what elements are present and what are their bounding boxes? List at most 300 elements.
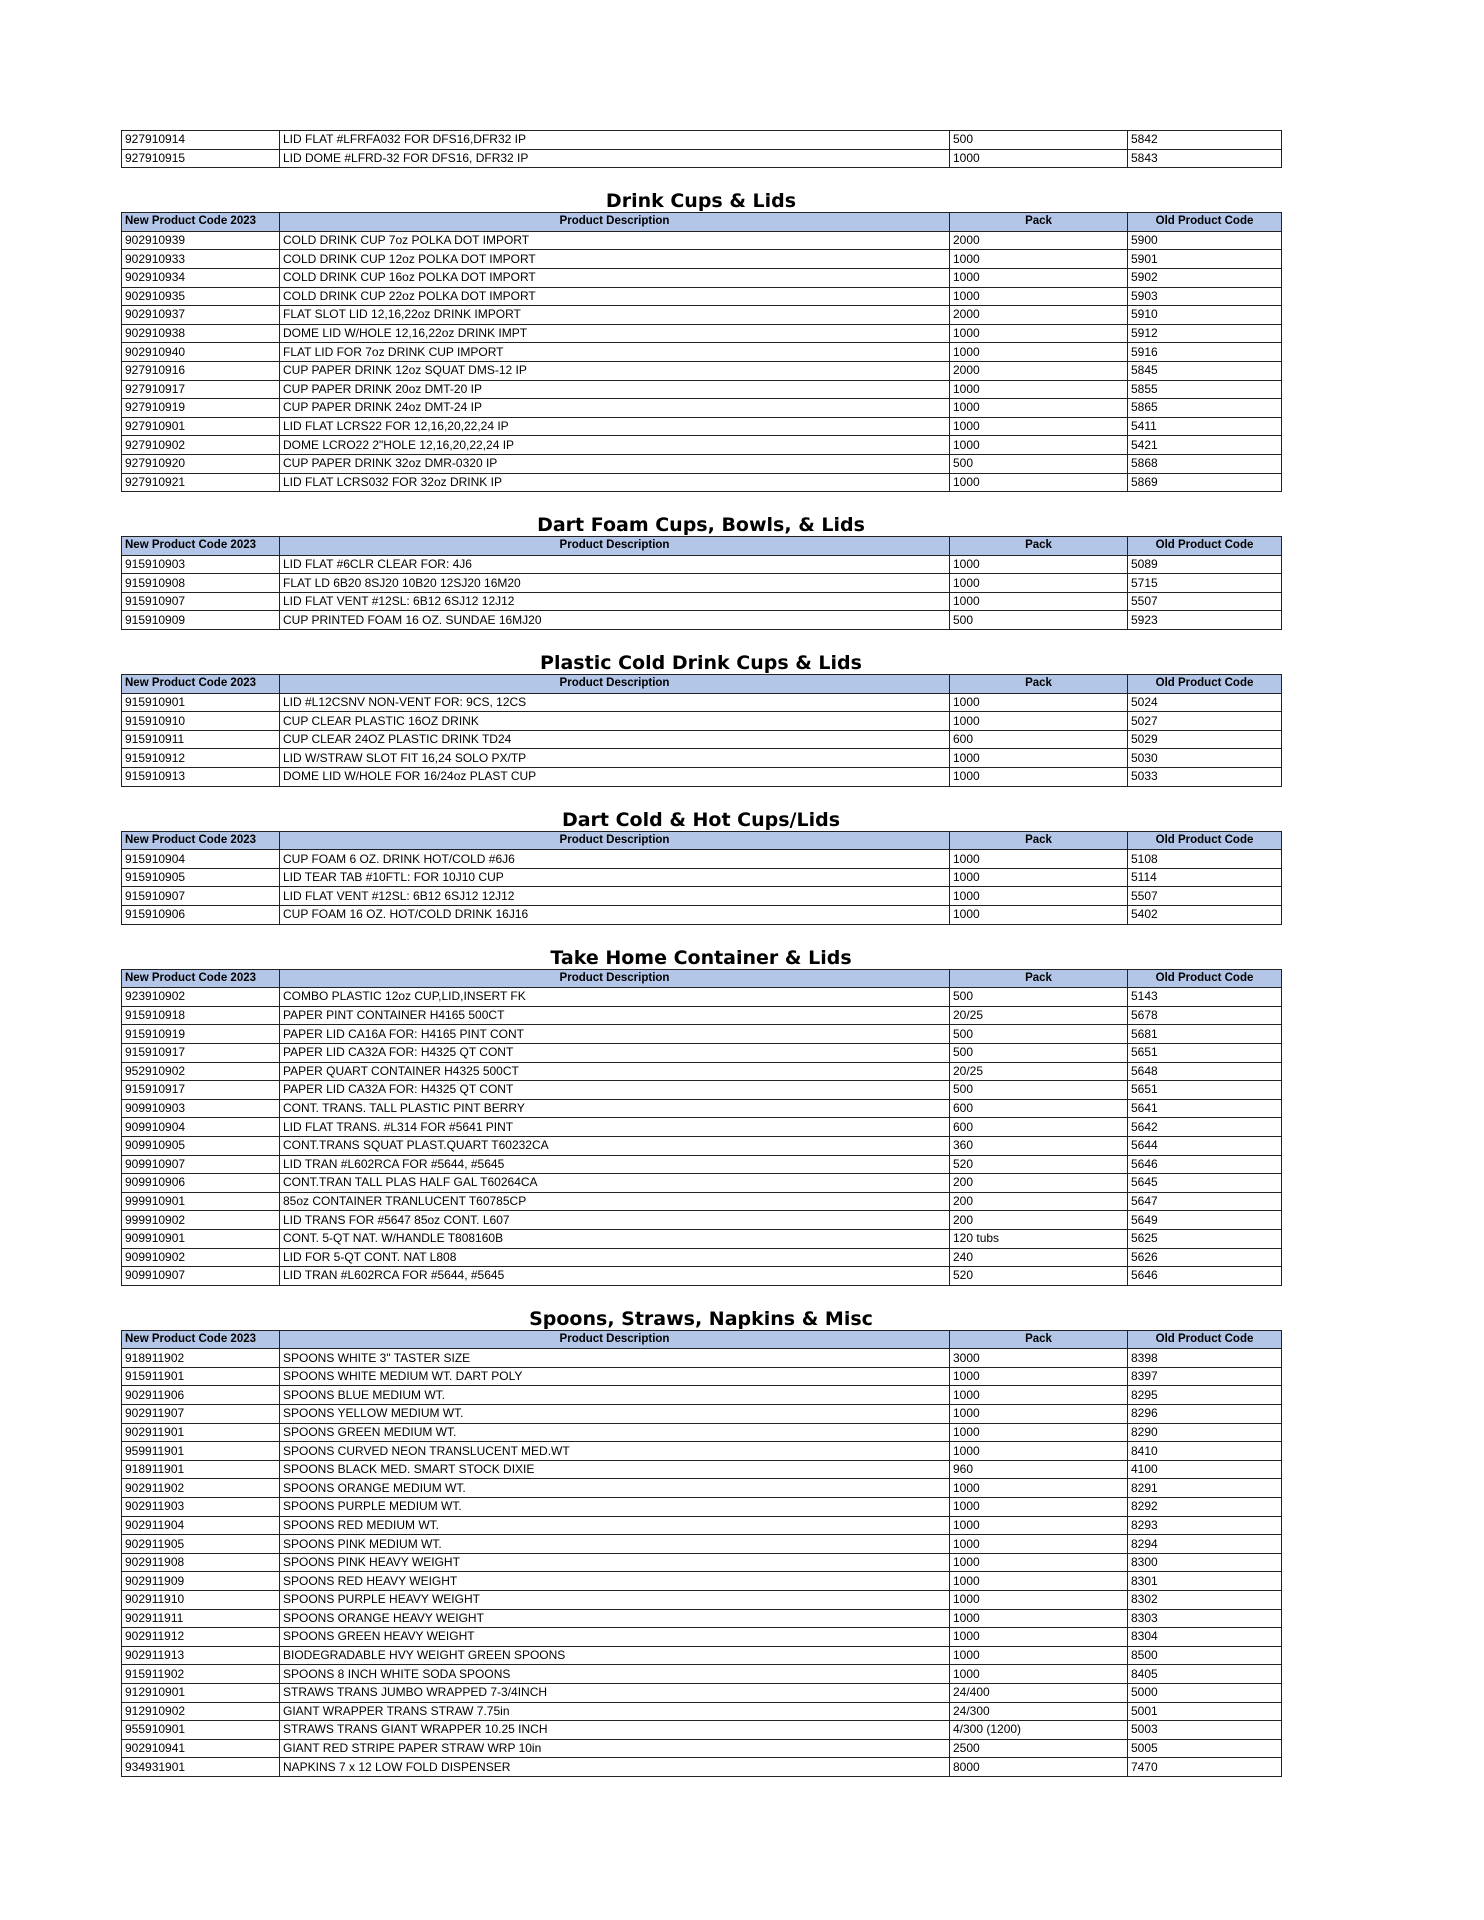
pack-cell: 8000	[950, 1758, 1128, 1777]
new-product-code-cell: 902911904	[122, 1516, 280, 1535]
product-description-cell: CUP PAPER DRINK 12oz SQUAT DMS-12 IP	[280, 361, 950, 380]
product-description-cell: STRAWS TRANS GIANT WRAPPER 10.25 INCH	[280, 1721, 950, 1740]
old-product-code-cell: 8405	[1128, 1665, 1282, 1684]
old-product-code-cell: 8292	[1128, 1498, 1282, 1517]
old-product-code-cell: 5625	[1128, 1229, 1282, 1248]
new-product-code-cell: 915910901	[122, 693, 280, 712]
product-description-cell: LID DOME #LFRD-32 FOR DFS16, DFR32 IP	[280, 149, 950, 168]
product-description-cell: CONT.TRAN TALL PLAS HALF GAL T60264CA	[280, 1174, 950, 1193]
table-row	[122, 730, 1282, 749]
new-product-code-cell: 902910938	[122, 324, 280, 343]
table-row	[122, 1683, 1282, 1702]
table-row	[122, 1516, 1282, 1535]
new-product-code-cell: 952910902	[122, 1062, 280, 1081]
table-row	[122, 988, 1282, 1007]
table-row	[122, 1081, 1282, 1100]
old-product-code-cell: 5902	[1128, 268, 1282, 287]
pack-cell: 600	[950, 1118, 1128, 1137]
pack-cell: 360	[950, 1136, 1128, 1155]
new-product-code-cell: 902911903	[122, 1498, 280, 1517]
product-description-cell: DOME LCRO22 2"HOLE 12,16,20,22,24 IP	[280, 436, 950, 455]
pack-cell: 1000	[950, 1367, 1128, 1386]
old-product-code-cell: 8295	[1128, 1386, 1282, 1405]
new-product-code-cell: 915910903	[122, 555, 280, 574]
header-old-product-code: Old Product Code	[1128, 1330, 1282, 1349]
product-description-cell: CUP PRINTED FOAM 16 OZ. SUNDAE 16MJ20	[280, 611, 950, 630]
product-description-cell: LID FLAT LCRS22 FOR 12,16,20,22,24 IP	[280, 417, 950, 436]
pack-cell: 20/25	[950, 1062, 1128, 1081]
old-product-code-cell: 5644	[1128, 1136, 1282, 1155]
new-product-code-cell: 927910916	[122, 361, 280, 380]
new-product-code-cell: 902911907	[122, 1405, 280, 1424]
section-title: Plastic Cold Drink Cups & Lids	[540, 652, 862, 675]
product-description-cell: COLD DRINK CUP 22oz POLKA DOT IMPORT	[280, 287, 950, 306]
pack-cell: 520	[950, 1267, 1128, 1286]
new-product-code-cell: 902911912	[122, 1628, 280, 1647]
table-row	[122, 306, 1282, 325]
pack-cell: 240	[950, 1248, 1128, 1267]
pack-cell: 120 tubs	[950, 1229, 1128, 1248]
pack-cell: 500	[950, 131, 1128, 150]
new-product-code-cell: 902911901	[122, 1423, 280, 1442]
table-row	[122, 287, 1282, 306]
new-product-code-cell: 915911902	[122, 1665, 280, 1684]
new-product-code-cell: 915910913	[122, 768, 280, 787]
product-description-cell: CUP PAPER DRINK 20oz DMT-20 IP	[280, 380, 950, 399]
new-product-code-cell: 927910914	[122, 131, 280, 150]
pack-cell: 2500	[950, 1739, 1128, 1758]
old-product-code-cell: 8398	[1128, 1349, 1282, 1368]
table-row	[122, 1702, 1282, 1721]
table-row	[122, 906, 1282, 925]
pack-cell: 1000	[950, 906, 1128, 925]
new-product-code-cell: 902911902	[122, 1479, 280, 1498]
new-product-code-cell: 915910917	[122, 1081, 280, 1100]
pack-cell: 600	[950, 730, 1128, 749]
product-description-cell: CUP FOAM 16 OZ. HOT/COLD DRINK 16J16	[280, 906, 950, 925]
product-description-cell: SPOONS PURPLE MEDIUM WT.	[280, 1498, 950, 1517]
header-new-product-code: New Product Code 2023	[122, 831, 280, 850]
product-section	[121, 801, 1281, 925]
table-row	[122, 1367, 1282, 1386]
pack-cell: 1000	[950, 555, 1128, 574]
table-row	[122, 1591, 1282, 1610]
pack-cell: 1000	[950, 1516, 1128, 1535]
table-row	[122, 1479, 1282, 1498]
product-table	[121, 831, 1282, 925]
new-product-code-cell: 927910901	[122, 417, 280, 436]
section-title: Drink Cups & Lids	[605, 190, 797, 213]
old-product-code-cell: 5033	[1128, 768, 1282, 787]
new-product-code-cell: 915910911	[122, 730, 280, 749]
old-product-code-cell: 5651	[1128, 1043, 1282, 1062]
old-product-code-cell: 5507	[1128, 887, 1282, 906]
new-product-code-cell: 918911901	[122, 1460, 280, 1479]
product-description-cell: LID TRAN #L602RCA FOR #5644, #5645	[280, 1267, 950, 1286]
product-table	[121, 130, 1282, 168]
header-product-description: Product Description	[280, 537, 950, 556]
table-row	[122, 850, 1282, 869]
pack-cell: 1000	[950, 1609, 1128, 1628]
old-product-code-cell: 5646	[1128, 1267, 1282, 1286]
product-section	[121, 1300, 1281, 1777]
old-product-code-cell: 5901	[1128, 250, 1282, 269]
product-table	[121, 969, 1282, 1286]
table-row	[122, 454, 1282, 473]
old-product-code-cell: 5843	[1128, 149, 1282, 168]
table-row	[122, 1118, 1282, 1137]
old-product-code-cell: 5651	[1128, 1081, 1282, 1100]
table-row	[122, 399, 1282, 418]
old-product-code-cell: 8302	[1128, 1591, 1282, 1610]
old-product-code-cell: 5027	[1128, 712, 1282, 731]
product-description-cell: LID FLAT VENT #12SL: 6B12 6SJ12 12J12	[280, 887, 950, 906]
pack-cell: 200	[950, 1192, 1128, 1211]
pack-cell: 500	[950, 454, 1128, 473]
table-header-row	[122, 1330, 1282, 1349]
table-row	[122, 1758, 1282, 1777]
pack-cell: 500	[950, 988, 1128, 1007]
table-row	[122, 1609, 1282, 1628]
header-product-description: Product Description	[280, 831, 950, 850]
product-section	[121, 939, 1281, 1286]
table-row	[122, 1099, 1282, 1118]
product-description-cell: DOME LID W/HOLE 12,16,22oz DRINK IMPT	[280, 324, 950, 343]
product-description-cell: SPOONS WHITE 3" TASTER SIZE	[280, 1349, 950, 1368]
pack-cell: 500	[950, 611, 1128, 630]
table-row	[122, 1553, 1282, 1572]
new-product-code-cell: 902910940	[122, 343, 280, 362]
new-product-code-cell: 915910912	[122, 749, 280, 768]
old-product-code-cell: 5647	[1128, 1192, 1282, 1211]
pack-cell: 2000	[950, 306, 1128, 325]
table-row	[122, 1498, 1282, 1517]
old-product-code-cell: 8397	[1128, 1367, 1282, 1386]
header-pack: Pack	[950, 831, 1128, 850]
new-product-code-cell: 902911910	[122, 1591, 280, 1610]
table-row	[122, 574, 1282, 593]
new-product-code-cell: 909910906	[122, 1174, 280, 1193]
new-product-code-cell: 934931901	[122, 1758, 280, 1777]
new-product-code-cell: 912910902	[122, 1702, 280, 1721]
new-product-code-cell: 915910907	[122, 887, 280, 906]
table-row	[122, 1229, 1282, 1248]
product-description-cell: PAPER LID CA32A FOR: H4325 QT CONT	[280, 1043, 950, 1062]
product-description-cell: LID #L12CSNV NON-VENT FOR: 9CS, 12CS	[280, 693, 950, 712]
product-description-cell: LID TRAN #L602RCA FOR #5644, #5645	[280, 1155, 950, 1174]
product-description-cell: SPOONS BLACK MED. SMART STOCK DIXIE	[280, 1460, 950, 1479]
product-description-cell: COLD DRINK CUP 7oz POLKA DOT IMPORT	[280, 231, 950, 250]
product-description-cell: CONT. 5-QT NAT. W/HANDLE T808160B	[280, 1229, 950, 1248]
old-product-code-cell: 5089	[1128, 555, 1282, 574]
table-row	[122, 1386, 1282, 1405]
new-product-code-cell: 999910902	[122, 1211, 280, 1230]
pack-cell: 1000	[950, 693, 1128, 712]
pack-cell: 1000	[950, 1423, 1128, 1442]
header-old-product-code: Old Product Code	[1128, 675, 1282, 694]
header-old-product-code: Old Product Code	[1128, 213, 1282, 232]
old-product-code-cell: 5646	[1128, 1155, 1282, 1174]
pack-cell: 200	[950, 1174, 1128, 1193]
table-row	[122, 131, 1282, 150]
product-section	[121, 644, 1281, 787]
old-product-code-cell: 5865	[1128, 399, 1282, 418]
new-product-code-cell: 915910906	[122, 906, 280, 925]
product-description-cell: SPOONS ORANGE MEDIUM WT.	[280, 1479, 950, 1498]
pack-cell: 1000	[950, 1479, 1128, 1498]
pack-cell: 500	[950, 1081, 1128, 1100]
product-description-cell: PAPER LID CA32A FOR: H4325 QT CONT	[280, 1081, 950, 1100]
new-product-code-cell: 902910934	[122, 268, 280, 287]
product-description-cell: PAPER PINT CONTAINER H4165 500CT	[280, 1006, 950, 1025]
table-header-row	[122, 213, 1282, 232]
new-product-code-cell: 915910918	[122, 1006, 280, 1025]
old-product-code-cell: 8296	[1128, 1405, 1282, 1424]
table-row	[122, 231, 1282, 250]
new-product-code-cell: 927910920	[122, 454, 280, 473]
product-description-cell: LID W/STRAW SLOT FIT 16,24 SOLO PX/TP	[280, 749, 950, 768]
old-product-code-cell: 5869	[1128, 473, 1282, 492]
new-product-code-cell: 955910901	[122, 1721, 280, 1740]
table-row	[122, 693, 1282, 712]
section-title: Spoons, Straws, Napkins & Misc	[529, 1307, 873, 1330]
product-description-cell: CUP PAPER DRINK 24oz DMT-24 IP	[280, 399, 950, 418]
table-row	[122, 361, 1282, 380]
pack-cell: 24/400	[950, 1683, 1128, 1702]
product-description-cell: SPOONS RED HEAVY WEIGHT	[280, 1572, 950, 1591]
new-product-code-cell: 959911901	[122, 1442, 280, 1461]
product-description-cell: STRAWS TRANS JUMBO WRAPPED 7-3/4INCH	[280, 1683, 950, 1702]
new-product-code-cell: 902911908	[122, 1553, 280, 1572]
table-header-row	[122, 969, 1282, 988]
header-old-product-code: Old Product Code	[1128, 537, 1282, 556]
header-pack: Pack	[950, 537, 1128, 556]
old-product-code-cell: 8500	[1128, 1646, 1282, 1665]
header-pack: Pack	[950, 969, 1128, 988]
pack-cell: 1000	[950, 1628, 1128, 1647]
header-new-product-code: New Product Code 2023	[122, 537, 280, 556]
pack-cell: 2000	[950, 361, 1128, 380]
pack-cell: 1000	[950, 574, 1128, 593]
table-row	[122, 343, 1282, 362]
new-product-code-cell: 927910902	[122, 436, 280, 455]
product-description-cell: CONT.TRANS SQUAT PLAST.QUART T60232CA	[280, 1136, 950, 1155]
old-product-code-cell: 4100	[1128, 1460, 1282, 1479]
table-row	[122, 1572, 1282, 1591]
old-product-code-cell: 5001	[1128, 1702, 1282, 1721]
new-product-code-cell: 918911902	[122, 1349, 280, 1368]
table-row	[122, 1665, 1282, 1684]
table-row	[122, 1349, 1282, 1368]
new-product-code-cell: 909910904	[122, 1118, 280, 1137]
old-product-code-cell: 5000	[1128, 1683, 1282, 1702]
pack-cell: 1000	[950, 850, 1128, 869]
section-title: Take Home Container & Lids	[550, 946, 852, 969]
header-product-description: Product Description	[280, 1330, 950, 1349]
pack-cell: 1000	[950, 1386, 1128, 1405]
product-description-cell: SPOONS 8 INCH WHITE SODA SPOONS	[280, 1665, 950, 1684]
product-description-cell: NAPKINS 7 x 12 LOW FOLD DISPENSER	[280, 1758, 950, 1777]
header-pack: Pack	[950, 1330, 1128, 1349]
pack-cell: 600	[950, 1099, 1128, 1118]
product-description-cell: CUP PAPER DRINK 32oz DMR-0320 IP	[280, 454, 950, 473]
pack-cell: 4/300 (1200)	[950, 1721, 1128, 1740]
table-row	[122, 1155, 1282, 1174]
table-row	[122, 1043, 1282, 1062]
table-row	[122, 1460, 1282, 1479]
new-product-code-cell: 902910937	[122, 306, 280, 325]
header-pack: Pack	[950, 675, 1128, 694]
new-product-code-cell: 909910907	[122, 1267, 280, 1286]
table-row	[122, 268, 1282, 287]
old-product-code-cell: 5649	[1128, 1211, 1282, 1230]
new-product-code-cell: 915910907	[122, 592, 280, 611]
table-row	[122, 712, 1282, 731]
old-product-code-cell: 5916	[1128, 343, 1282, 362]
old-product-code-cell: 5030	[1128, 749, 1282, 768]
table-row	[122, 592, 1282, 611]
table-row	[122, 887, 1282, 906]
product-description-cell: SPOONS PURPLE HEAVY WEIGHT	[280, 1591, 950, 1610]
header-product-description: Product Description	[280, 675, 950, 694]
old-product-code-cell: 5681	[1128, 1025, 1282, 1044]
pack-cell: 1000	[950, 1553, 1128, 1572]
table-row	[122, 1062, 1282, 1081]
new-product-code-cell: 902910933	[122, 250, 280, 269]
new-product-code-cell: 909910902	[122, 1248, 280, 1267]
product-description-cell: 85oz CONTAINER TRANLUCENT T60785CP	[280, 1192, 950, 1211]
header-new-product-code: New Product Code 2023	[122, 1330, 280, 1349]
pack-cell: 1000	[950, 343, 1128, 362]
pack-cell: 1000	[950, 887, 1128, 906]
product-description-cell: SPOONS RED MEDIUM WT.	[280, 1516, 950, 1535]
product-description-cell: PAPER QUART CONTAINER H4325 500CT	[280, 1062, 950, 1081]
product-description-cell: LID FLAT #6CLR CLEAR FOR: 4J6	[280, 555, 950, 574]
table-header-row	[122, 831, 1282, 850]
product-description-cell: FLAT SLOT LID 12,16,22oz DRINK IMPORT	[280, 306, 950, 325]
pack-cell: 1000	[950, 380, 1128, 399]
product-description-cell: FLAT LID FOR 7oz DRINK CUP IMPORT	[280, 343, 950, 362]
pack-cell: 20/25	[950, 1006, 1128, 1025]
new-product-code-cell: 915910909	[122, 611, 280, 630]
pack-cell: 1000	[950, 768, 1128, 787]
product-section	[121, 506, 1281, 630]
new-product-code-cell: 915910908	[122, 574, 280, 593]
product-description-cell: GIANT WRAPPER TRANS STRAW 7.75in	[280, 1702, 950, 1721]
old-product-code-cell: 5868	[1128, 454, 1282, 473]
pack-cell: 1000	[950, 1405, 1128, 1424]
old-product-code-cell: 5003	[1128, 1721, 1282, 1740]
new-product-code-cell: 927910915	[122, 149, 280, 168]
table-row	[122, 555, 1282, 574]
product-description-cell: COLD DRINK CUP 16oz POLKA DOT IMPORT	[280, 268, 950, 287]
table-row	[122, 1006, 1282, 1025]
table-row	[122, 324, 1282, 343]
old-product-code-cell: 5642	[1128, 1118, 1282, 1137]
old-product-code-cell: 8300	[1128, 1553, 1282, 1572]
pack-cell: 1000	[950, 417, 1128, 436]
section-title: Dart Cold & Hot Cups/Lids	[561, 808, 841, 831]
table-row	[122, 250, 1282, 269]
old-product-code-cell: 8303	[1128, 1609, 1282, 1628]
product-description-cell: COMBO PLASTIC 12oz CUP,LID,INSERT FK	[280, 988, 950, 1007]
product-description-cell: CONT. TRANS. TALL PLASTIC PINT BERRY	[280, 1099, 950, 1118]
table-row	[122, 1267, 1282, 1286]
new-product-code-cell: 902911913	[122, 1646, 280, 1665]
product-description-cell: DOME LID W/HOLE FOR 16/24oz PLAST CUP	[280, 768, 950, 787]
table-row	[122, 436, 1282, 455]
old-product-code-cell: 5910	[1128, 306, 1282, 325]
pack-cell: 1000	[950, 1646, 1128, 1665]
table-row	[122, 1646, 1282, 1665]
pack-cell: 1000	[950, 268, 1128, 287]
new-product-code-cell: 915910905	[122, 868, 280, 887]
product-description-cell: LID FLAT TRANS. #L314 FOR #5641 PINT	[280, 1118, 950, 1137]
product-description-cell: LID FLAT LCRS032 FOR 32oz DRINK IP	[280, 473, 950, 492]
product-description-cell: CUP CLEAR PLASTIC 16OZ DRINK	[280, 712, 950, 731]
new-product-code-cell: 927910917	[122, 380, 280, 399]
old-product-code-cell: 5648	[1128, 1062, 1282, 1081]
pack-cell: 1000	[950, 250, 1128, 269]
pack-cell: 1000	[950, 1535, 1128, 1554]
pack-cell: 1000	[950, 436, 1128, 455]
section-title: Dart Foam Cups, Bowls, & Lids	[537, 514, 865, 537]
product-description-cell: SPOONS WHITE MEDIUM WT. DART POLY	[280, 1367, 950, 1386]
old-product-code-cell: 8291	[1128, 1479, 1282, 1498]
product-description-cell: LID TRANS FOR #5647 85oz CONT. L607	[280, 1211, 950, 1230]
pack-cell: 500	[950, 1043, 1128, 1062]
old-product-code-cell: 5842	[1128, 131, 1282, 150]
header-new-product-code: New Product Code 2023	[122, 213, 280, 232]
pack-cell: 1000	[950, 1498, 1128, 1517]
table-row	[122, 611, 1282, 630]
table-row	[122, 1721, 1282, 1740]
pack-cell: 200	[950, 1211, 1128, 1230]
old-product-code-cell: 5641	[1128, 1099, 1282, 1118]
new-product-code-cell: 915910904	[122, 850, 280, 869]
old-product-code-cell: 5114	[1128, 868, 1282, 887]
old-product-code-cell: 5024	[1128, 693, 1282, 712]
table-header-row	[122, 675, 1282, 694]
table-row	[122, 380, 1282, 399]
old-product-code-cell: 8301	[1128, 1572, 1282, 1591]
pack-cell: 1000	[950, 1591, 1128, 1610]
new-product-code-cell: 909910903	[122, 1099, 280, 1118]
new-product-code-cell: 902910941	[122, 1739, 280, 1758]
pack-cell: 1000	[950, 1665, 1128, 1684]
product-table	[121, 212, 1282, 492]
product-description-cell: SPOONS GREEN HEAVY WEIGHT	[280, 1628, 950, 1647]
new-product-code-cell: 923910902	[122, 988, 280, 1007]
new-product-code-cell: 915911901	[122, 1367, 280, 1386]
new-product-code-cell: 912910901	[122, 1683, 280, 1702]
pack-cell: 500	[950, 1025, 1128, 1044]
pack-cell: 960	[950, 1460, 1128, 1479]
product-table	[121, 1330, 1282, 1777]
header-old-product-code: Old Product Code	[1128, 831, 1282, 850]
pack-cell: 1000	[950, 324, 1128, 343]
new-product-code-cell: 915910917	[122, 1043, 280, 1062]
new-product-code-cell: 902911909	[122, 1572, 280, 1591]
old-product-code-cell: 5903	[1128, 287, 1282, 306]
header-product-description: Product Description	[280, 213, 950, 232]
product-description-cell: SPOONS ORANGE HEAVY WEIGHT	[280, 1609, 950, 1628]
old-product-code-cell: 5402	[1128, 906, 1282, 925]
product-description-cell: SPOONS CURVED NEON TRANSLUCENT MED.WT	[280, 1442, 950, 1461]
product-description-cell: CUP FOAM 6 OZ. DRINK HOT/COLD #6J6	[280, 850, 950, 869]
old-product-code-cell: 5507	[1128, 592, 1282, 611]
new-product-code-cell: 915910910	[122, 712, 280, 731]
